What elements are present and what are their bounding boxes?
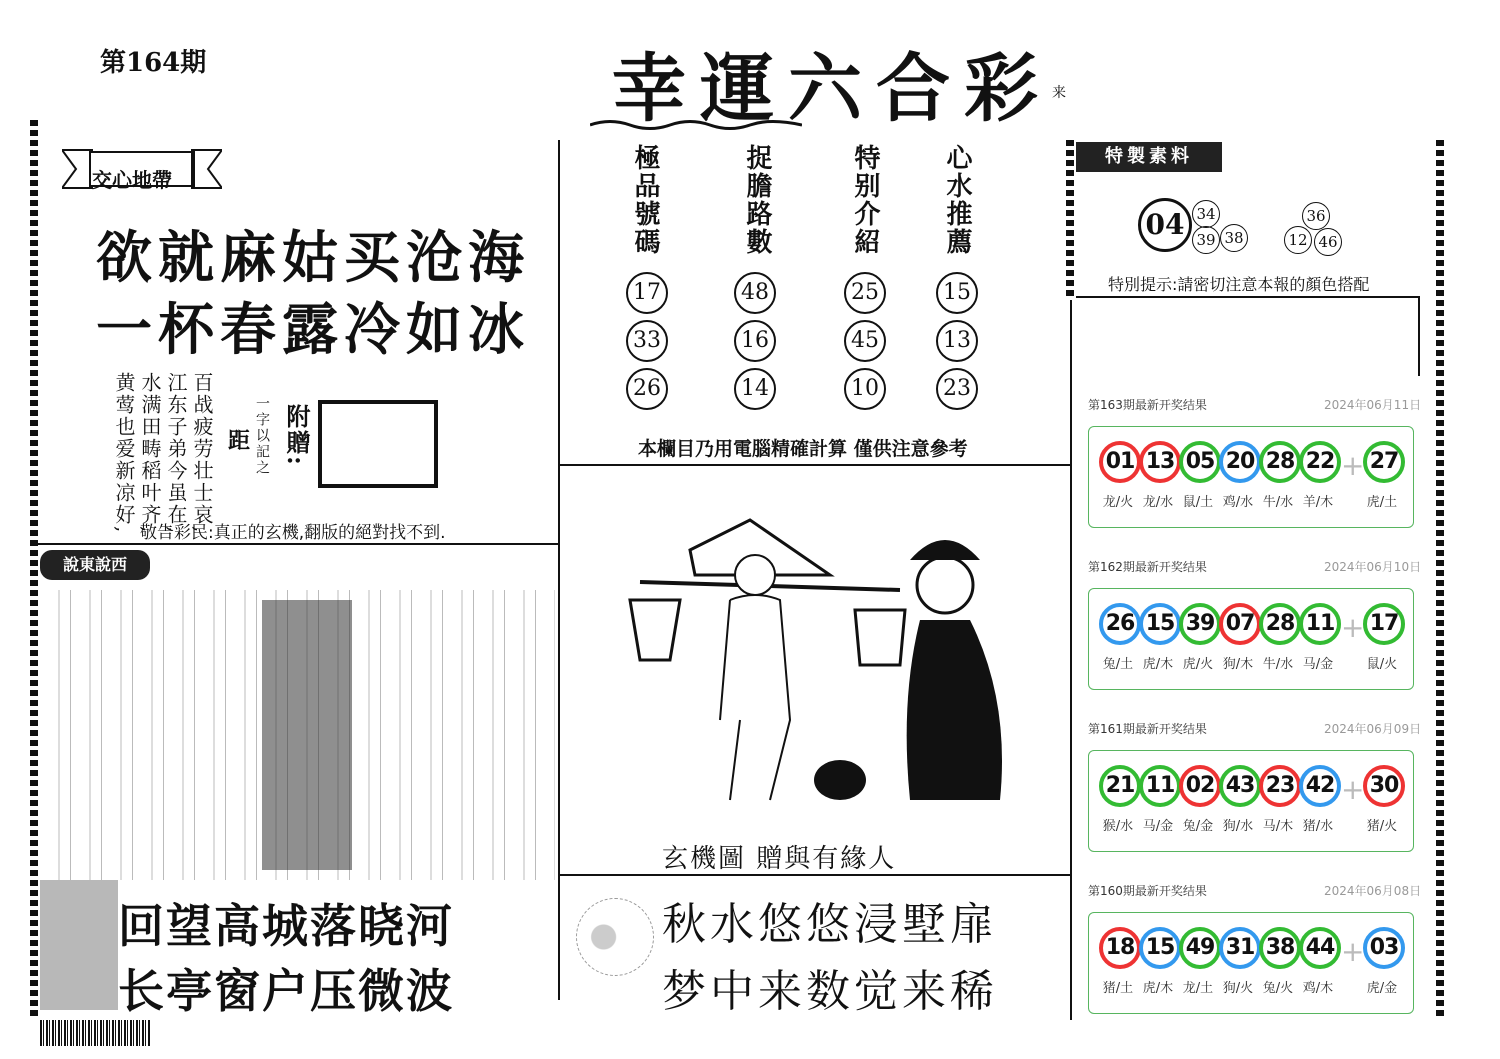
poem-line: 欲就麻姑买沧海 <box>96 226 530 291</box>
title-ornament <box>590 118 802 132</box>
lottery-ball: 28 <box>1259 441 1301 483</box>
hint-text: 特別提示:請密切注意本報的顏色搭配 <box>1108 275 1370 294</box>
lottery-ball: 15 <box>1139 927 1181 969</box>
poem-line: 梦中来数觉来稀 <box>662 966 998 1017</box>
zodiac-label: 龙/火 <box>1102 495 1134 510</box>
calc-note: 本欄目乃用電腦精確計算 僅供注意參考 <box>638 438 968 460</box>
number-ball: 39 <box>1192 226 1220 254</box>
main-number-ball: 04 <box>1138 198 1192 252</box>
lottery-ball: 02 <box>1179 765 1221 807</box>
barcode <box>40 1020 150 1046</box>
zodiac-label: 鸡/木 <box>1302 981 1334 996</box>
number-ball: 33 <box>626 320 668 362</box>
lottery-ball: 11 <box>1299 603 1341 645</box>
number-ball: 48 <box>734 272 776 314</box>
result-heading: 第161期最新开奖结果 <box>1088 722 1207 736</box>
zodiac-label: 马/金 <box>1142 819 1174 834</box>
number-ball: 38 <box>1220 224 1248 252</box>
zodiac-label: 鼠/火 <box>1366 657 1398 672</box>
divider <box>36 543 558 545</box>
number-ball: 12 <box>1284 226 1312 254</box>
lottery-ball: 18 <box>1099 927 1141 969</box>
lottery-ball: 44 <box>1299 927 1341 969</box>
lottery-ball: 39 <box>1179 603 1221 645</box>
section-banner: 說東說西 <box>40 550 150 580</box>
divider <box>1070 300 1072 1020</box>
riddle-illustration <box>600 500 1040 820</box>
column-head: 特别介紹 <box>850 144 880 256</box>
zodiac-label: 牛/水 <box>1262 495 1294 510</box>
issue-number: 第164期 <box>100 48 207 78</box>
gift-note: 一字以記之 <box>254 396 270 476</box>
plus-icon: + <box>1341 449 1365 482</box>
zodiac-label: 鸡/水 <box>1222 495 1254 510</box>
zodiac-label: 虎/木 <box>1142 657 1174 672</box>
lottery-ball: 01 <box>1099 441 1141 483</box>
plus-icon: + <box>1341 935 1365 968</box>
verse-column: 水满田畴稻叶齐, <box>138 372 162 535</box>
special-ball: 17 <box>1363 603 1405 645</box>
divider <box>560 464 1070 466</box>
lottery-ball: 21 <box>1099 765 1141 807</box>
plus-icon: + <box>1341 773 1365 806</box>
lottery-ball: 42 <box>1299 765 1341 807</box>
mid-vine-border <box>1066 140 1074 300</box>
verse-column: 黄莺也爱新凉好, <box>112 372 136 535</box>
number-ball: 13 <box>936 320 978 362</box>
right-vine-border <box>1436 140 1444 1020</box>
zodiac-label: 兔/土 <box>1102 657 1134 672</box>
notice-text: 敬告彩民:真正的玄機,翻版的絕對找不到. <box>140 523 446 543</box>
divider <box>1418 296 1420 376</box>
lottery-ball: 07 <box>1219 603 1261 645</box>
zodiac-label: 虎/土 <box>1366 495 1398 510</box>
number-ball: 15 <box>936 272 978 314</box>
zodiac-label: 马/金 <box>1302 657 1334 672</box>
special-ball: 30 <box>1363 765 1405 807</box>
result-date: 2024年06月10日 <box>1324 560 1422 574</box>
number-ball: 23 <box>936 368 978 410</box>
lottery-ball: 23 <box>1259 765 1301 807</box>
result-date: 2024年06月11日 <box>1324 398 1422 412</box>
zodiac-label: 狗/火 <box>1222 981 1254 996</box>
verse-column: 百战疲劳壮士哀, <box>190 372 214 535</box>
lottery-ball: 20 <box>1219 441 1261 483</box>
page-title: 幸運六合彩 <box>612 46 1052 132</box>
title-suffix: 来 <box>1052 85 1066 101</box>
zodiac-label: 猪/水 <box>1302 819 1334 834</box>
zodiac-label: 猪/土 <box>1102 981 1134 996</box>
zodiac-label: 鼠/土 <box>1182 495 1214 510</box>
verse-column: 江东子弟今虽在, <box>164 372 188 535</box>
result-heading: 第162期最新开奖结果 <box>1088 560 1207 574</box>
zodiac-label: 虎/火 <box>1182 657 1214 672</box>
result-card <box>1088 750 1414 852</box>
number-ball: 34 <box>1192 200 1220 228</box>
result-date: 2024年06月09日 <box>1324 722 1422 736</box>
result-heading: 第163期最新开奖结果 <box>1088 398 1207 412</box>
divider <box>558 140 560 1000</box>
scan-smudge <box>262 600 352 870</box>
banner-label: 交心地帶 <box>92 168 172 192</box>
gift-char: 距 <box>228 428 251 454</box>
number-ball: 46 <box>1314 228 1342 256</box>
special-ball: 27 <box>1363 441 1405 483</box>
zodiac-label: 猴/水 <box>1102 819 1134 834</box>
lottery-ball: 49 <box>1179 927 1221 969</box>
lottery-ball: 31 <box>1219 927 1261 969</box>
lottery-ball: 38 <box>1259 927 1301 969</box>
lottery-ball: 05 <box>1179 441 1221 483</box>
number-ball: 16 <box>734 320 776 362</box>
yinyang-graphic <box>576 898 654 976</box>
column-head: 極品號碼 <box>630 144 660 256</box>
zodiac-label: 龙/水 <box>1142 495 1174 510</box>
zodiac-label: 龙/土 <box>1182 981 1214 996</box>
poem-line: 秋水悠悠浸墅扉 <box>662 899 998 950</box>
lottery-ball: 11 <box>1139 765 1181 807</box>
zodiac-label: 兔/火 <box>1262 981 1294 996</box>
number-ball: 14 <box>734 368 776 410</box>
divider <box>1076 296 1420 298</box>
lottery-ball: 26 <box>1099 603 1141 645</box>
lottery-ball: 13 <box>1139 441 1181 483</box>
number-ball: 26 <box>626 368 668 410</box>
lottery-ball: 15 <box>1139 603 1181 645</box>
lottery-ball: 22 <box>1299 441 1341 483</box>
illustration-caption: 玄機圖 贈與有緣人 <box>662 844 897 874</box>
zodiac-label: 猪/火 <box>1366 819 1398 834</box>
lottery-ball: 43 <box>1219 765 1261 807</box>
number-ball: 17 <box>626 272 668 314</box>
column-head: 心水推薦 <box>942 144 972 256</box>
zodiac-label: 狗/水 <box>1222 819 1254 834</box>
gift-label: 附贈: <box>282 404 311 467</box>
number-ball: 10 <box>844 368 886 410</box>
result-card <box>1088 588 1414 690</box>
zodiac-label: 马/木 <box>1262 819 1294 834</box>
column-head: 捉膽路數 <box>742 144 772 256</box>
number-ball: 36 <box>1302 202 1330 230</box>
result-date: 2024年06月08日 <box>1324 884 1422 898</box>
result-card <box>1088 426 1414 528</box>
special-ball: 03 <box>1363 927 1405 969</box>
scan-smudge <box>40 880 118 1010</box>
zodiac-label: 兔/金 <box>1182 819 1214 834</box>
answer-box <box>318 400 438 488</box>
result-card <box>1088 912 1414 1014</box>
number-ball: 25 <box>844 272 886 314</box>
section-banner: 特製素料 <box>1076 142 1222 172</box>
number-ball: 45 <box>844 320 886 362</box>
zodiac-label: 虎/木 <box>1142 981 1174 996</box>
zodiac-label: 狗/木 <box>1222 657 1254 672</box>
poem-line: 回望高城落晓河 <box>118 899 454 953</box>
plus-icon: + <box>1341 611 1365 644</box>
left-vine-border <box>30 120 38 1020</box>
poem-line: 长亭窗户压微波 <box>118 964 454 1018</box>
lottery-ball: 28 <box>1259 603 1301 645</box>
zodiac-label: 虎/金 <box>1366 981 1398 996</box>
zodiac-label: 牛/水 <box>1262 657 1294 672</box>
zodiac-label: 羊/木 <box>1302 495 1334 510</box>
poem-line: 一杯春露冷如冰 <box>96 298 530 363</box>
result-heading: 第160期最新开奖结果 <box>1088 884 1207 898</box>
